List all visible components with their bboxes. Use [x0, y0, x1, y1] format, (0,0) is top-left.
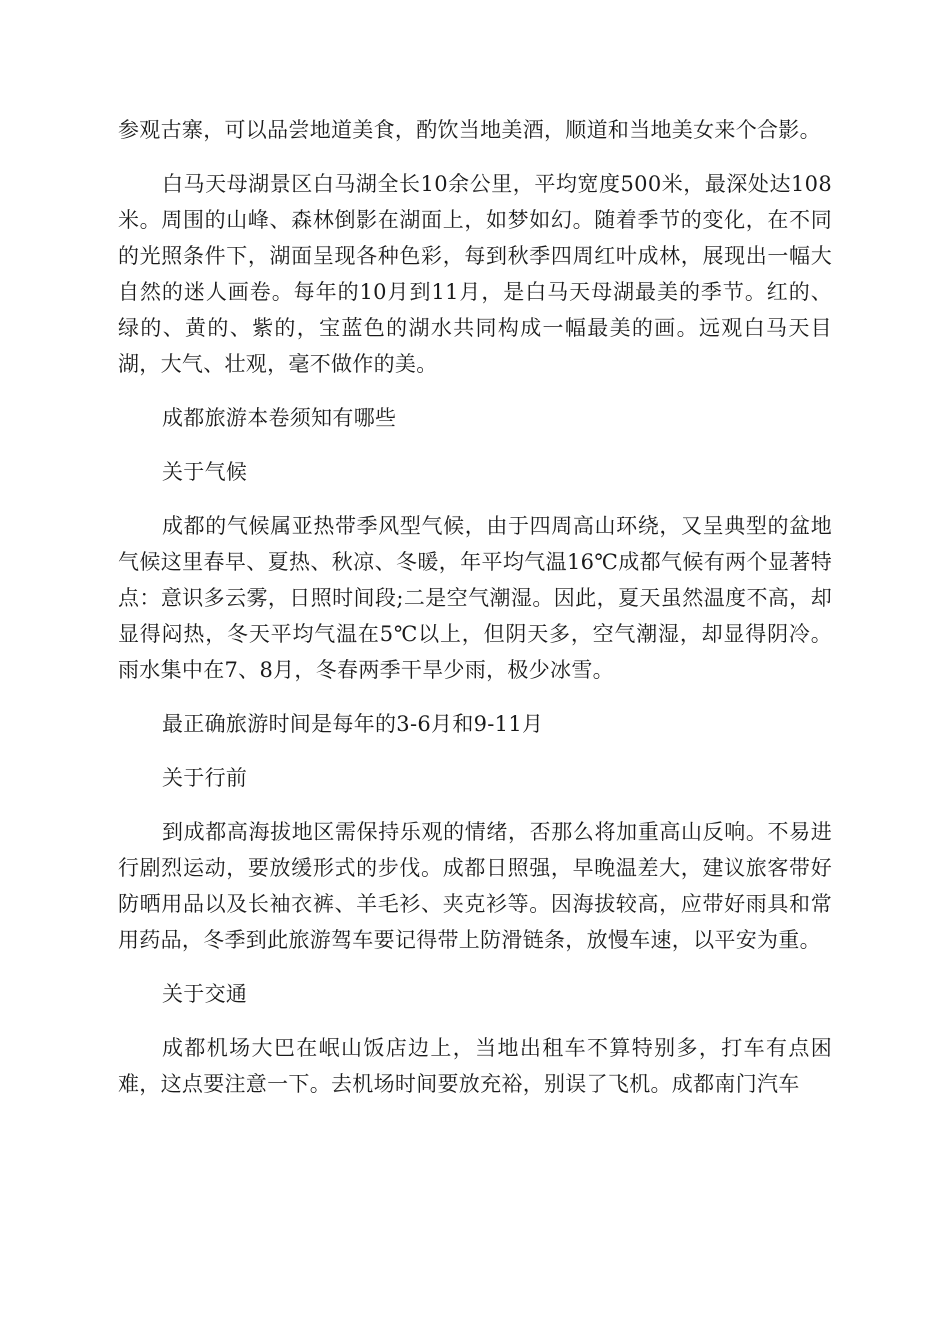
- paragraph-before-trip: 到成都高海拔地区需保持乐观的情绪，否那么将加重高山反响。不易进行剧烈运动，要放缓形式的步伐。成都日照强，早晚温差大，建议旅客带好防晒用品以及长袖衣裤、羊毛衫、夹克衫等。因海拔较高，应带好雨具和常用药品，冬季到此旅游驾车要记得带上防滑链条，放慢车速，以平安为重。: [118, 820, 832, 952]
- paragraph-best-travel-time: 最正确旅游时间是每年的3-6月和9-11月: [162, 712, 544, 736]
- section-heading-travel-notes: 成都旅游本卷须知有哪些: [162, 406, 397, 430]
- section-heading-transport: 关于交通: [162, 982, 248, 1006]
- paragraph-climate: 成都的气候属亚热带季风型气候，由于四周高山环绕，又呈典型的盆地气候这里春早、夏热、秋凉、冬暖，年平均气温16℃成都气候有两个显著特点：意识多云雾，日照时间段;二是空气潮湿。因此，夏天虽然温度不高，却显得闷热，冬天平均气温在5℃以上，但阴天多，空气潮湿，却显得阴冷。雨水集中在7、8月，冬春两季干旱少雨，极少冰雪。: [118, 514, 832, 682]
- paragraph-ancient-village: 参观古寨，可以品尝地道美食，酌饮当地美酒，顺道和当地美女来个合影。: [118, 118, 821, 142]
- section-heading-climate: 关于气候: [162, 460, 248, 484]
- paragraph-transport: 成都机场大巴在岷山饭店边上，当地出租车不算特别多，打车有点困难，这点要注意一下。去机场时间要放充裕，别误了飞机。成都南门汽车: [118, 1036, 832, 1096]
- section-heading-before-trip: 关于行前: [162, 766, 248, 790]
- paragraph-baima-lake: 白马天母湖景区白马湖全长10余公里，平均宽度500米，最深处达108米。周围的山峰、森林倒影在湖面上，如梦如幻。随着季节的变化，在不同的光照条件下，湖面呈现各种色彩，每到秋季四周红叶成林，展现出一幅大自然的迷人画卷。每年的10月到11月，是白马天母湖最美的季节。红的、绿的、黄的、紫的，宝蓝色的湖水共同构成一幅最美的画。远观白马天目湖，大气、壮观，毫不做作的美。: [118, 172, 832, 376]
